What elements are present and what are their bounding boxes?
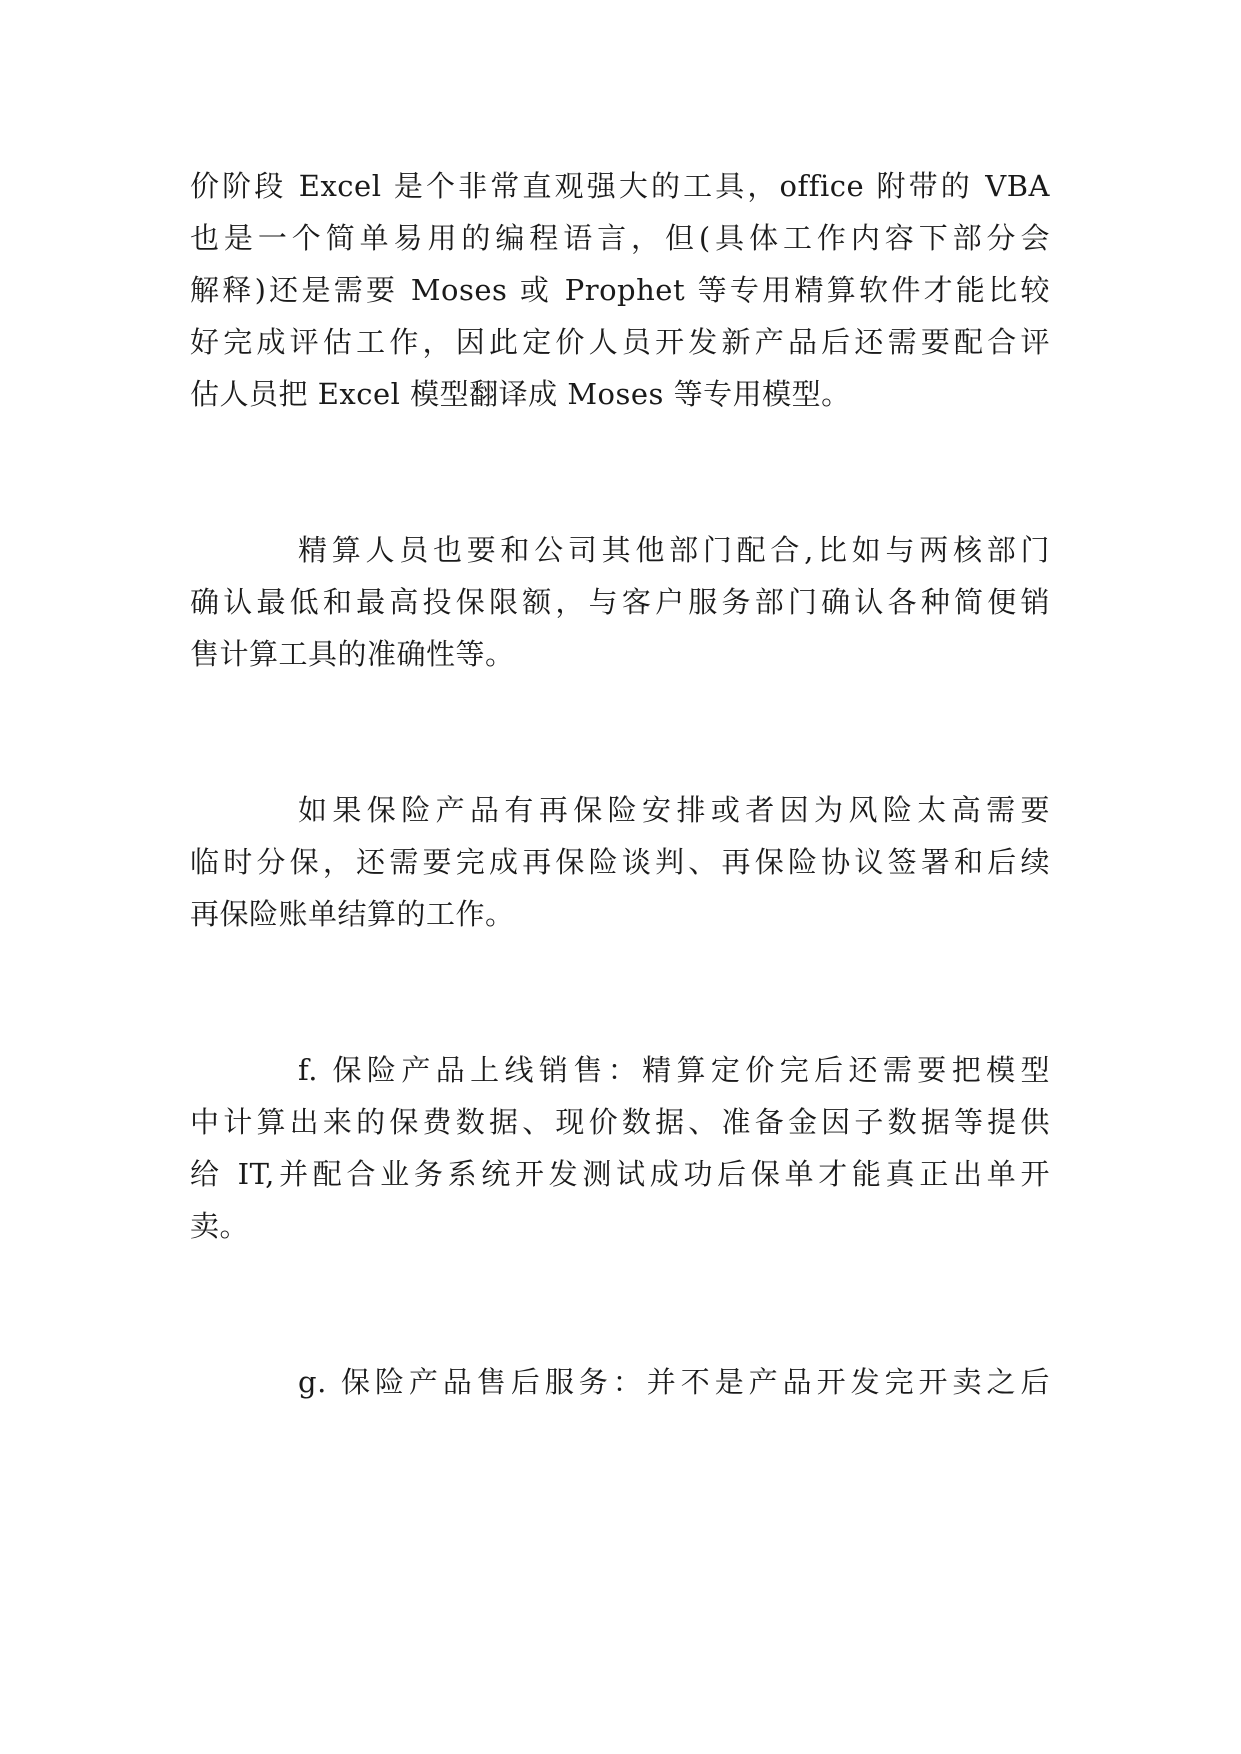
text-line: 精算人员也要和公司其他部门配合,比如与两核部门 (298, 533, 1050, 567)
text-line: g. 保险产品售后服务：并不是产品开发完开卖之后 (298, 1365, 1050, 1399)
text-line: 如果保险产品有再保险安排或者因为风险太高需要 (298, 793, 1050, 827)
text-line: 估人员把 Excel 模型翻译成 Moses 等专用模型。 (190, 377, 851, 411)
text-line: 解释)还是需要 Moses 或 Prophet 等专用精算软件才能比较 (190, 273, 1050, 307)
text-line: 价阶段 Excel 是个非常直观强大的工具，office 附带的 VBA (190, 169, 1050, 203)
text-line: 售计算工具的准确性等。 (190, 637, 515, 671)
text-line: 卖。 (190, 1209, 250, 1243)
text-line: 好完成评估工作，因此定价人员开发新产品后还需要配合评 (190, 325, 1050, 359)
text-line: 也是一个简单易用的编程语言，但(具体工作内容下部分会 (190, 221, 1050, 255)
text-line: 中计算出来的保费数据、现价数据、准备金因子数据等提供 (190, 1105, 1050, 1139)
text-line: 确认最低和最高投保限额，与客户服务部门确认各种简便销 (190, 585, 1050, 619)
text-line: 给 IT,并配合业务系统开发测试成功后保单才能真正出单开 (190, 1157, 1050, 1191)
text-line: 临时分保，还需要完成再保险谈判、再保险协议签署和后续 (190, 845, 1050, 879)
text-line: 再保险账单结算的工作。 (190, 897, 515, 931)
text-line: f. 保险产品上线销售：精算定价完后还需要把模型 (298, 1053, 1050, 1087)
